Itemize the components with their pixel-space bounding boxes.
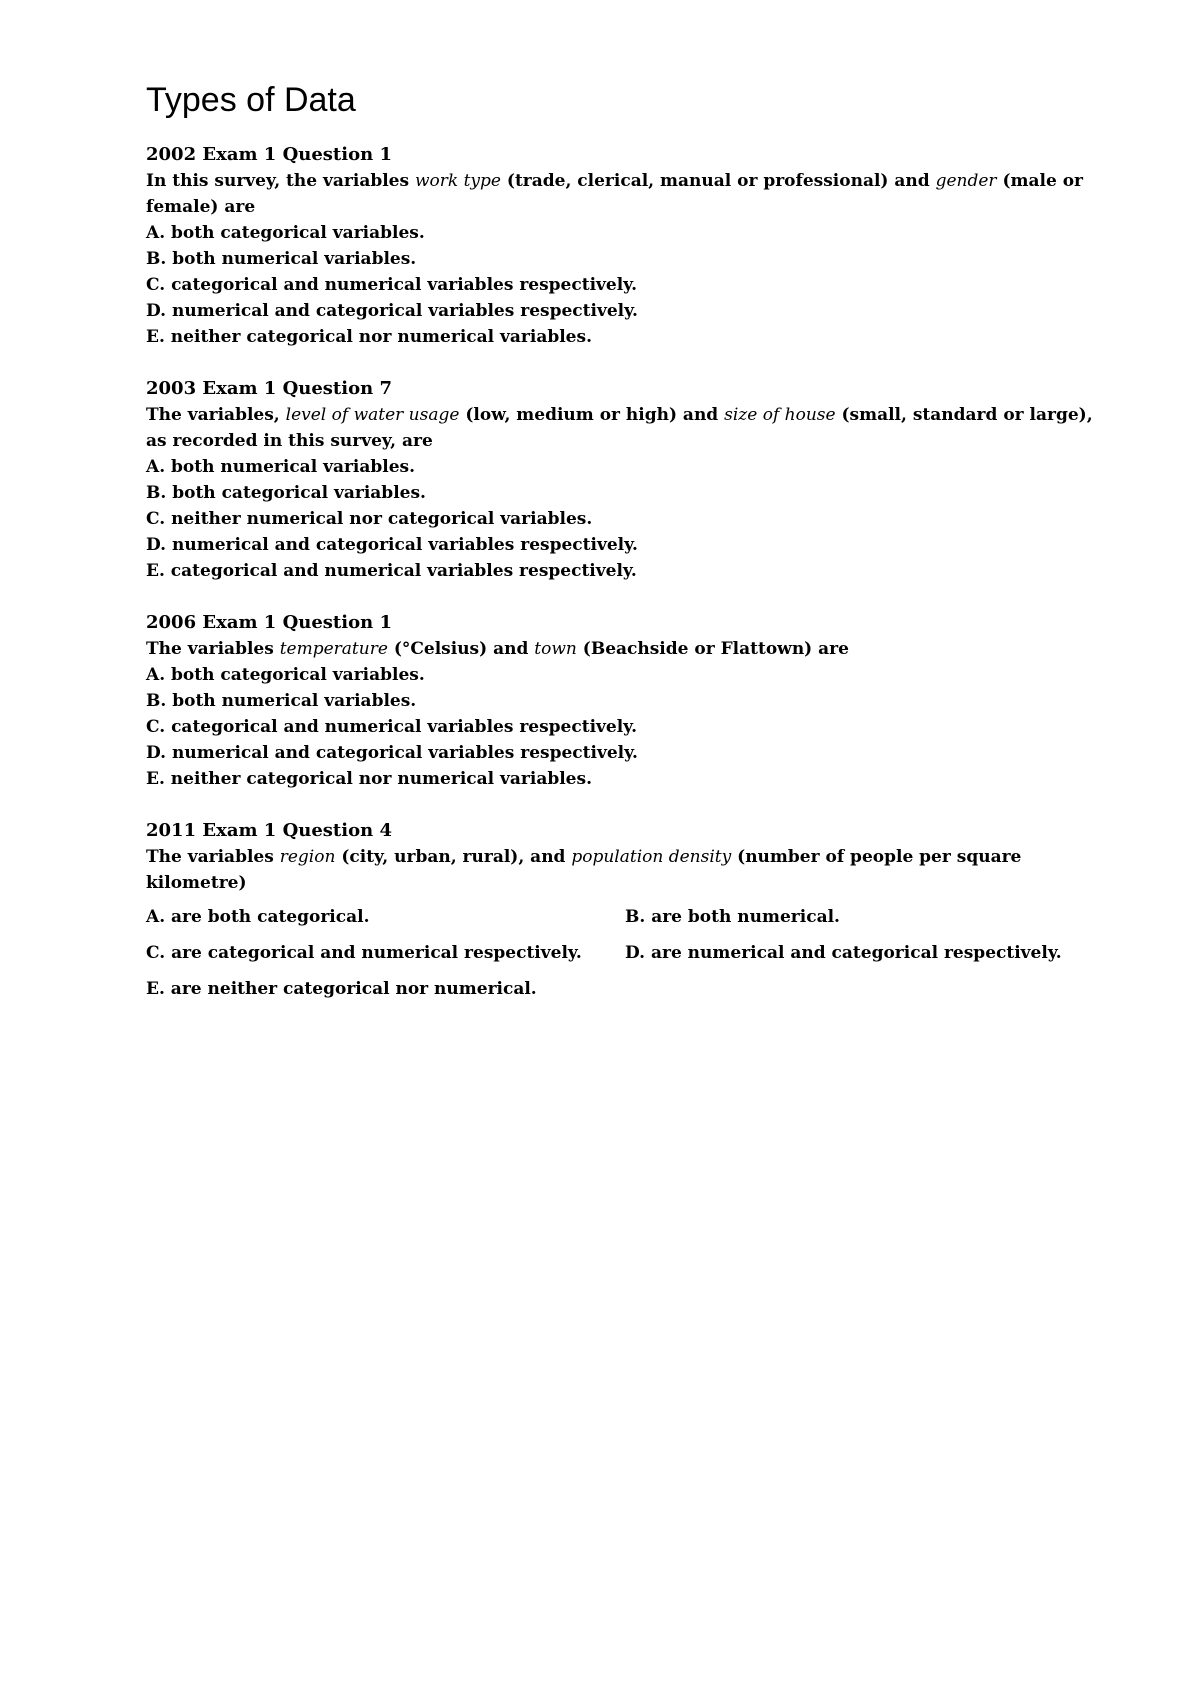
- option-letter: D.: [146, 535, 167, 555]
- option-letter: C.: [146, 943, 166, 963]
- stem-text: The variables: [146, 847, 280, 867]
- stem-text: (trade, clerical, manual or professional) and: [500, 171, 936, 191]
- option-text: neither categorical nor numerical variables.: [164, 769, 592, 789]
- question-heading: 2002 Exam 1 Question 1: [146, 144, 392, 165]
- option-text: are categorical and numerical respectively.: [165, 943, 582, 963]
- option-text: numerical and categorical variables respectively.: [166, 743, 638, 763]
- stem-text: (low, medium or high) and: [459, 405, 725, 425]
- option-text: both categorical variables.: [166, 483, 426, 503]
- question-heading: 2011 Exam 1 Question 4: [146, 820, 392, 841]
- stem-variable: region: [279, 847, 336, 867]
- stem-text: (°Celsius) and: [387, 639, 535, 659]
- stem-text: (male or female) are: [146, 171, 1083, 217]
- option-letter: A.: [146, 665, 166, 685]
- option-a: [146, 454, 1106, 480]
- question-stem: [146, 402, 1106, 454]
- options-grid: [146, 904, 1106, 1002]
- stem-variable: level of water usage: [285, 405, 460, 425]
- stem-text: The variables: [146, 639, 280, 659]
- stem-variable: temperature: [279, 639, 388, 659]
- option-letter: B.: [146, 483, 167, 503]
- option-text: are neither categorical nor numerical.: [164, 979, 537, 999]
- option-letter: B.: [146, 249, 167, 269]
- option-d: [146, 532, 1106, 558]
- option-letter: C.: [146, 275, 166, 295]
- option-c: [146, 940, 625, 966]
- option-b: [146, 480, 1106, 506]
- option-letter: A.: [146, 907, 166, 927]
- option-text: both numerical variables.: [166, 249, 417, 269]
- option-text: both numerical variables.: [166, 691, 417, 711]
- option-e: [146, 558, 1106, 584]
- question-stem: [146, 844, 1106, 896]
- question-2003-q7: [146, 376, 1106, 584]
- option-c: [146, 272, 1106, 298]
- option-c: [146, 714, 1106, 740]
- option-letter: D.: [146, 301, 167, 321]
- document-page: [146, 74, 1106, 1028]
- option-letter: E.: [146, 327, 165, 347]
- option-text: neither categorical nor numerical variables.: [164, 327, 592, 347]
- option-text: are numerical and categorical respectively.: [645, 943, 1062, 963]
- option-d: [146, 298, 1106, 324]
- option-text: both categorical variables.: [165, 665, 425, 685]
- option-letter: C.: [146, 717, 166, 737]
- option-b: [146, 246, 1106, 272]
- option-text: numerical and categorical variables respectively.: [166, 535, 638, 555]
- option-text: categorical and numerical variables respectively.: [165, 717, 638, 737]
- option-a: [146, 220, 1106, 246]
- option-a: [146, 662, 1106, 688]
- option-text: both categorical variables.: [165, 223, 425, 243]
- option-letter: D.: [146, 743, 167, 763]
- option-letter: E.: [146, 561, 165, 581]
- option-e: [146, 766, 1106, 792]
- stem-text: The variables,: [146, 405, 286, 425]
- stem-variable: size of house: [724, 405, 836, 425]
- stem-text: (small, standard or large), as recorded in this survey, are: [146, 405, 1093, 451]
- question-2011-q4: [146, 818, 1106, 1002]
- stem-variable: gender: [935, 171, 997, 191]
- option-text: are both numerical.: [645, 907, 840, 927]
- question-heading: 2003 Exam 1 Question 7: [146, 378, 392, 399]
- option-text: both numerical variables.: [165, 457, 416, 477]
- option-letter: A.: [146, 223, 166, 243]
- option-text: are both categorical.: [165, 907, 370, 927]
- stem-text: (Beachside or Flattown) are: [576, 639, 849, 659]
- option-b: [625, 904, 1105, 930]
- option-letter: D.: [625, 943, 646, 963]
- option-b: [146, 688, 1106, 714]
- question-2002-q1: [146, 142, 1106, 350]
- option-d: [625, 940, 1105, 966]
- option-text: categorical and numerical variables respectively.: [164, 561, 637, 581]
- option-letter: B.: [146, 691, 167, 711]
- question-2006-q1: [146, 610, 1106, 792]
- stem-variable: population density: [571, 847, 732, 867]
- option-a: [146, 904, 625, 930]
- option-e: [146, 976, 625, 1002]
- question-heading: 2006 Exam 1 Question 1: [146, 612, 392, 633]
- option-c: [146, 506, 1106, 532]
- stem-text: (city, urban, rural), and: [335, 847, 572, 867]
- option-letter: A.: [146, 457, 166, 477]
- option-letter: E.: [146, 769, 165, 789]
- option-text: categorical and numerical variables respectively.: [165, 275, 638, 295]
- page-title: Types of Data: [146, 81, 356, 119]
- stem-text: (number of people per square kilometre): [146, 847, 1022, 893]
- stem-variable: work type: [414, 171, 501, 191]
- question-stem: [146, 168, 1106, 220]
- question-stem: [146, 636, 1106, 662]
- option-letter: E.: [146, 979, 165, 999]
- stem-variable: town: [534, 639, 577, 659]
- stem-text: In this survey, the variables: [146, 171, 415, 191]
- option-e: [146, 324, 1106, 350]
- option-text: neither numerical nor categorical variables.: [165, 509, 593, 529]
- option-d: [146, 740, 1106, 766]
- option-letter: B.: [625, 907, 646, 927]
- option-text: numerical and categorical variables respectively.: [166, 301, 638, 321]
- option-letter: C.: [146, 509, 166, 529]
